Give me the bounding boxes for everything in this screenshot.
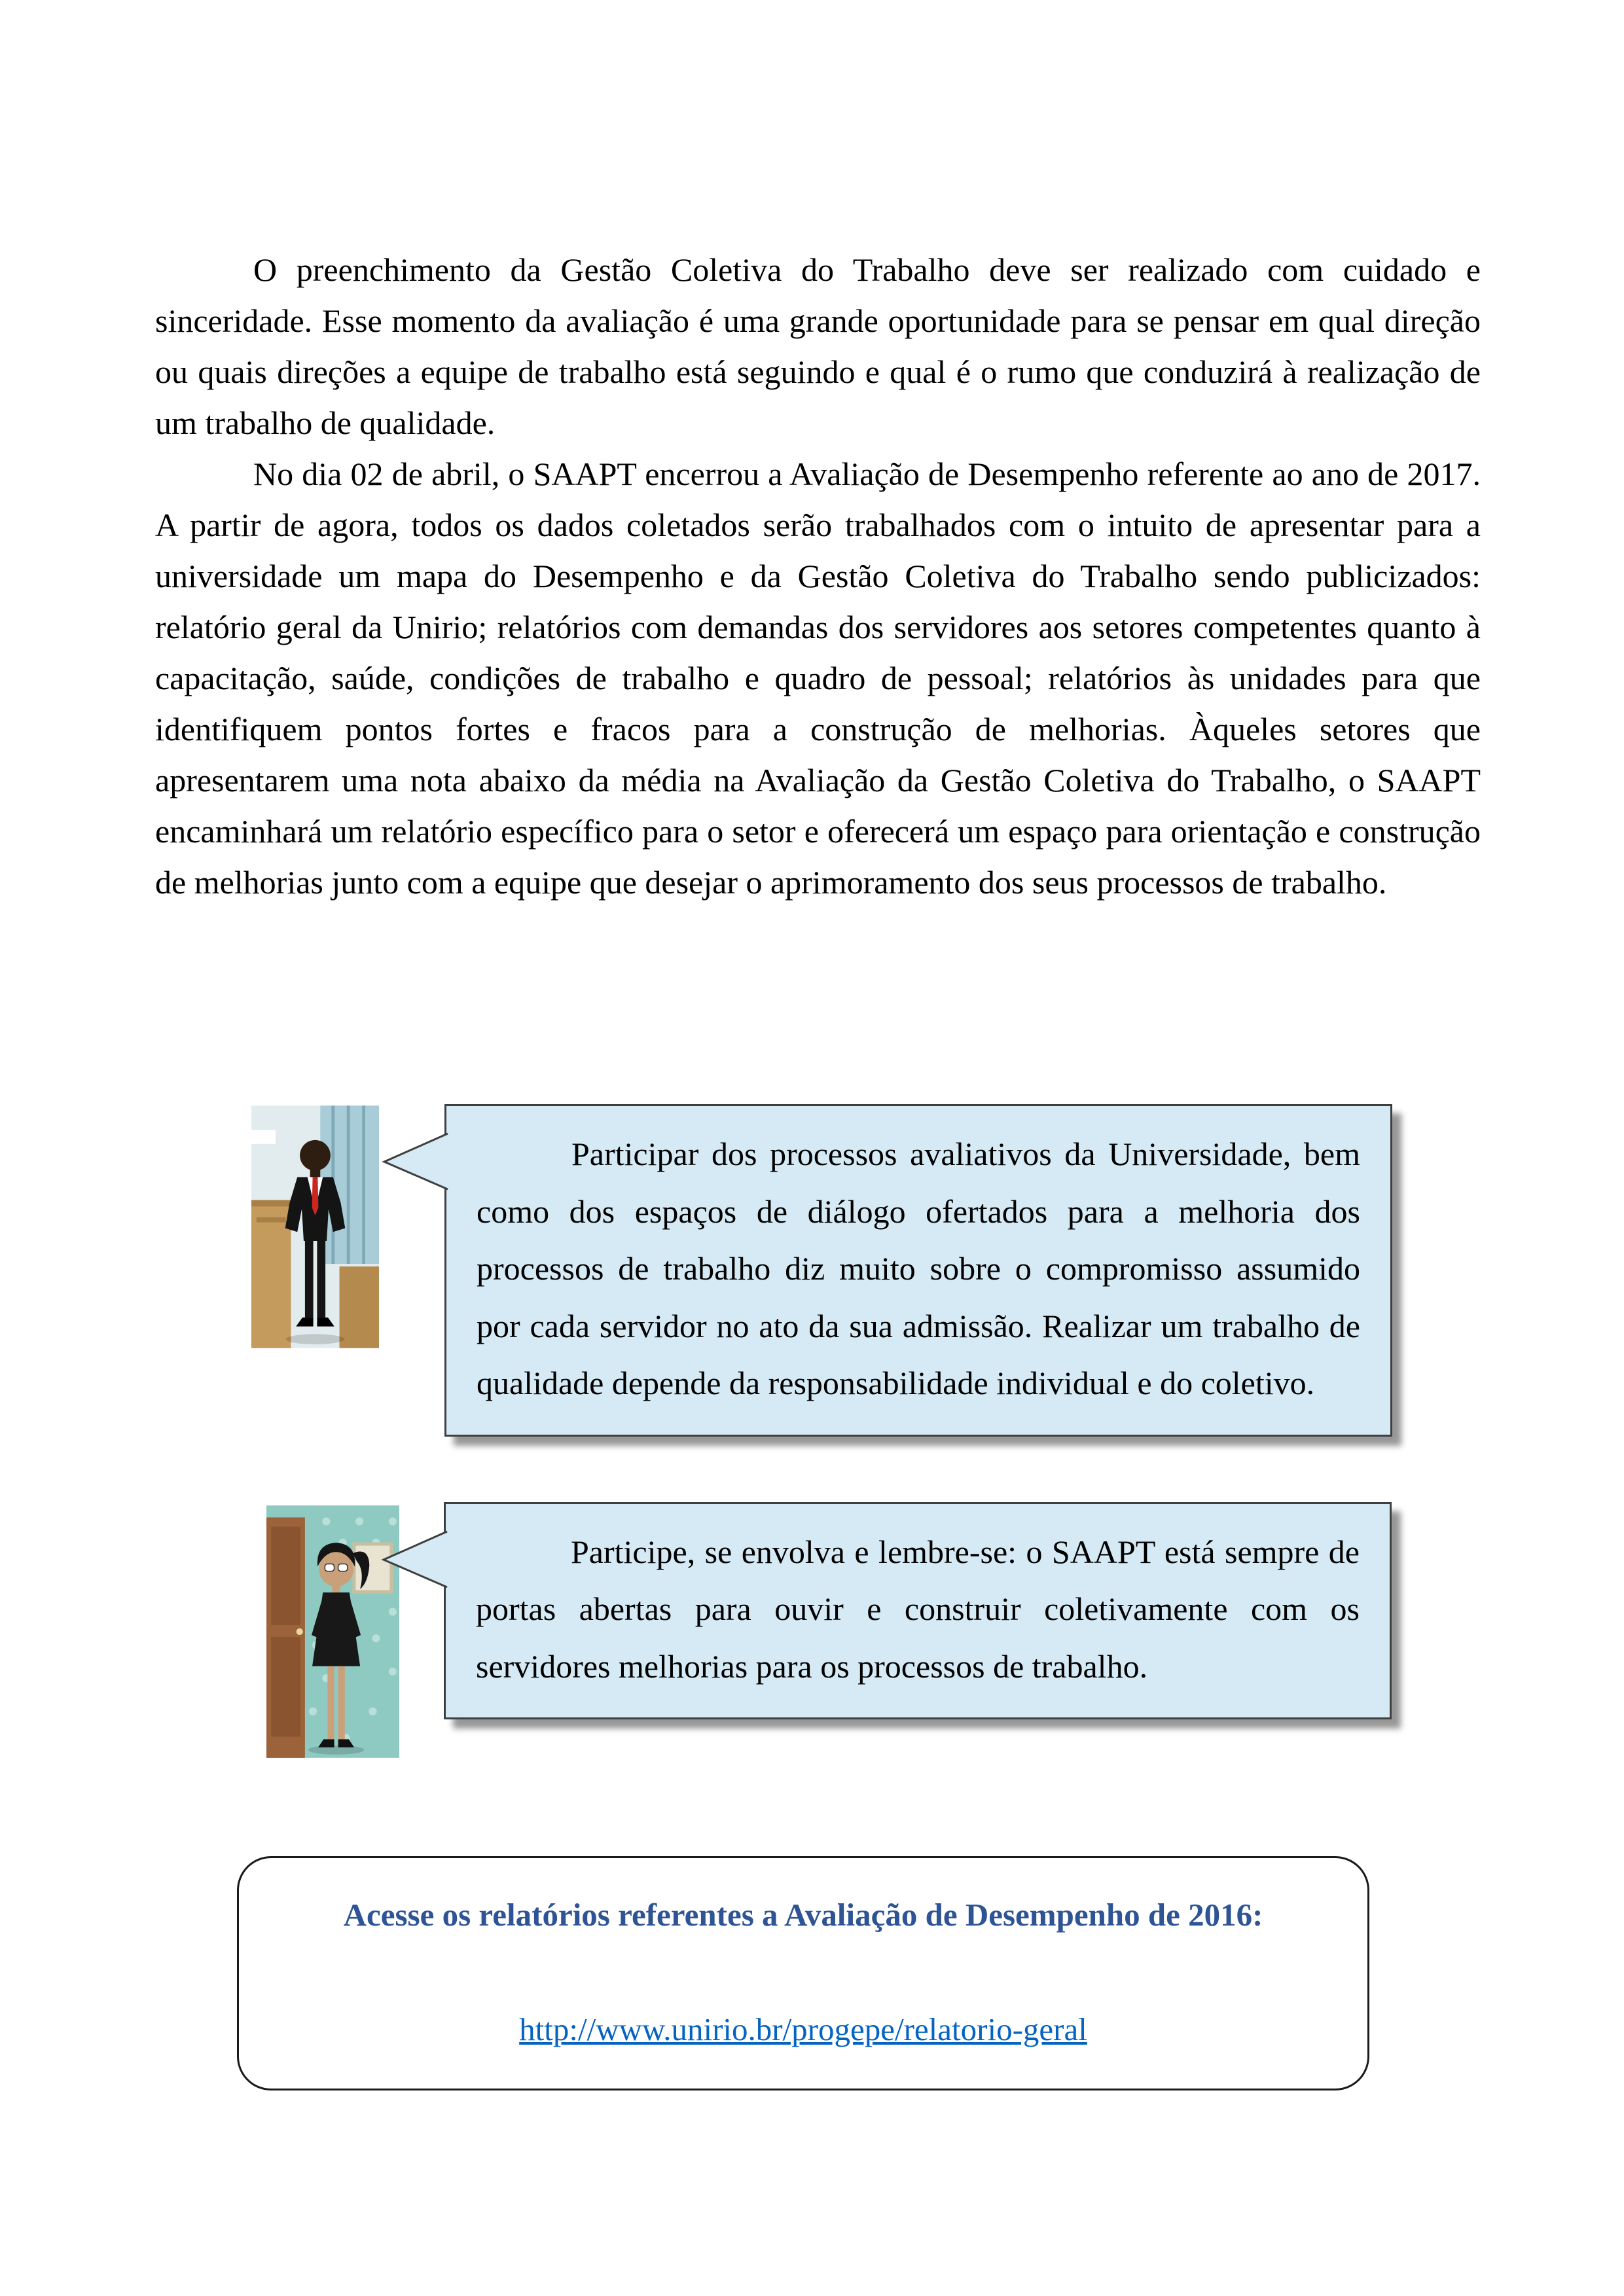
businessman-illustration <box>251 1104 379 1350</box>
speech-bubble-1-tail <box>383 1132 448 1192</box>
businesswoman-illustration <box>266 1502 399 1761</box>
report-link-box <box>237 1856 1369 2090</box>
businessman-illustration-svg <box>251 1104 379 1350</box>
speech-bubble-1-text: Participar dos processos avaliativos da Universidade, bem como dos espaços de diálogo ofertados para a melhoria dos processos de trabalho diz muito sobre o compromisso assumido por cada servidor no ato da sua admissão. Realizar um trabalho de qualidade depende da responsabilidade individual e do coletivo. <box>477 1136 1360 1401</box>
report-box-heading: Acesse os relatórios referentes a Avaliação de Desempenho de 2016: <box>343 1896 1263 1933</box>
report-link[interactable]: http://www.unirio.br/progepe/relatorio-geral <box>519 2011 1087 2047</box>
speech-bubble-2-tail <box>382 1530 448 1590</box>
paragraph-1: O preenchimento da Gestão Coletiva do Trabalho deve ser realizado com cuidado e sinceridade. Esse momento da avaliação é uma grande oportunidade para se pensar em qual direção ou quais direções a equipe de trabalho está seguindo e qual é o rumo que conduzirá à realização de um trabalho de qualidade. <box>155 251 1481 441</box>
businesswoman-illustration-svg <box>266 1502 399 1761</box>
callout-1 <box>251 1104 1481 1437</box>
paragraph-2: No dia 02 de abril, o SAAPT encerrou a Avaliação de Desempenho referente ao ano de 2017. A partir de agora, todos os dados coletados serão trabalhados com o intuito de apresentar para a universidade um mapa do Desempenho e da Gestão Coletiva do Trabalho sendo publicizados: relatório geral da Unirio; relatórios com demandas dos servidores aos setores competentes quanto à capacitação, saúde, condições de trabalho e quadro de pessoal; relatórios às unidades para que identifiquem pontos fortes e fracos para a construção de melhorias. Àqueles setores que apresentarem uma nota abaixo da média na Avaliação da Gestão Coletiva do Trabalho, o SAAPT encaminhará um relatório específico para o setor e oferecerá um espaço para orientação e construção de melhorias junto com a equipe que desejar o aprimoramento dos seus processos de trabalho. <box>155 456 1481 901</box>
callout-2 <box>266 1502 1481 1761</box>
speech-bubble-1 <box>444 1104 1392 1437</box>
speech-bubble-1-wrap <box>444 1104 1392 1437</box>
speech-bubble-2 <box>444 1502 1392 1720</box>
speech-bubble-2-wrap <box>444 1502 1392 1720</box>
speech-bubble-2-text: Participe, se envolva e lembre-se: o SAAPT está sempre de portas abertas para ouvir e construir coletivamente com os servidores melhorias para os processos de trabalho. <box>476 1533 1360 1685</box>
